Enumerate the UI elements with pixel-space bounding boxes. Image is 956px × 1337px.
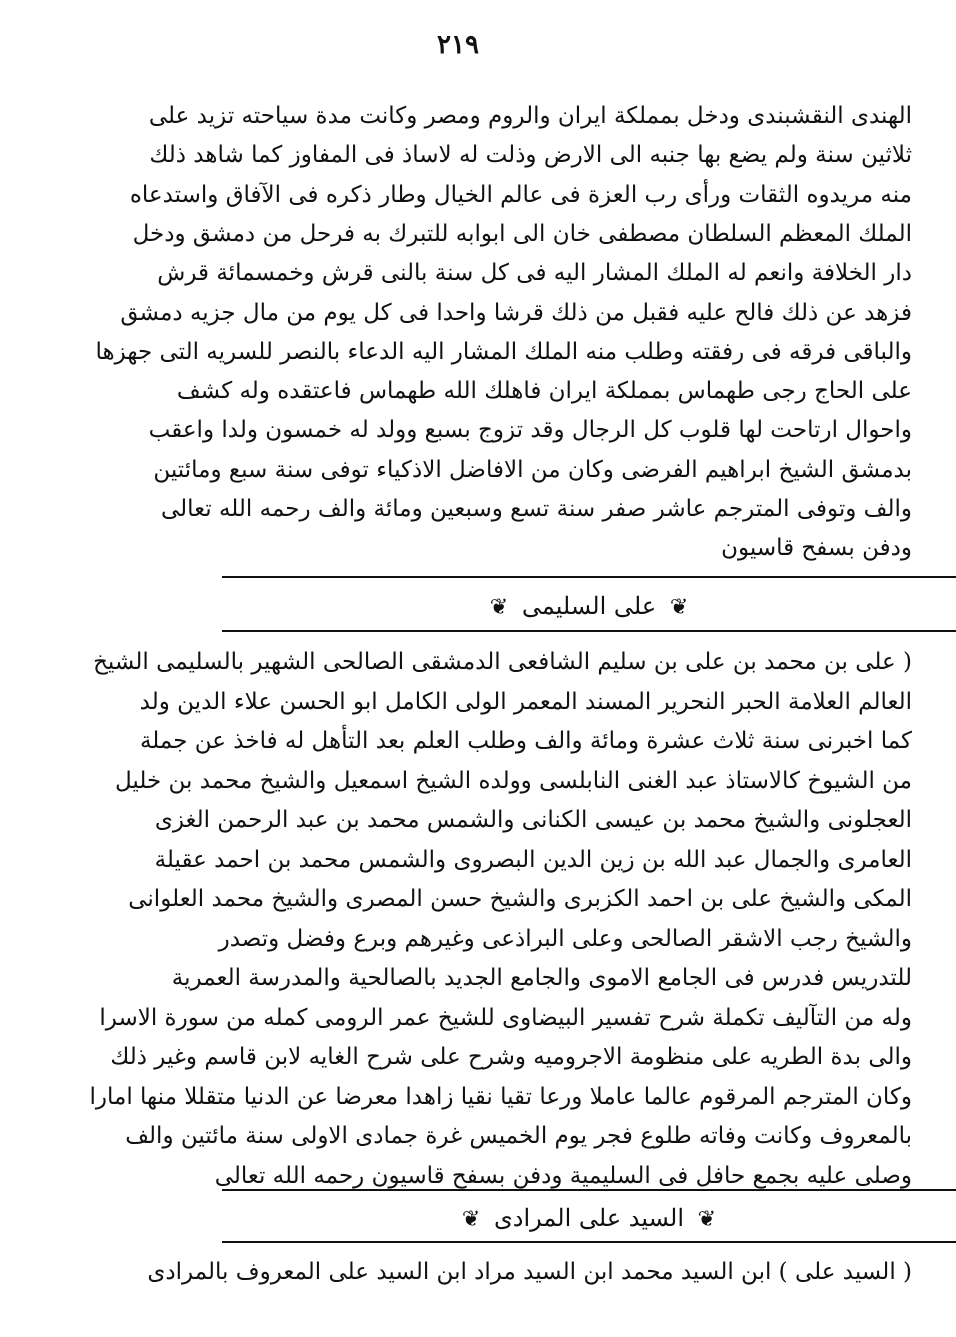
text-line: ( على بن محمد بن على بن سليم الشافعى الدمشقى الصالحى الشهير بالسليمى الشيخ <box>93 649 912 675</box>
text-line: العجلونى والشيخ محمد بن عيسى الكنانى والشمس محمد بن عبد الرحمن الغزى <box>154 807 912 833</box>
text-line: والى بدة الطريه على منظومة الاجروميه وشرح على شرح الغايه لابن قاسم وغير ذلك <box>110 1044 912 1070</box>
ornament-icon: ❦ <box>669 594 689 620</box>
text-line: وله من التآليف تكملة شرح تفسير البيضاوى للشيخ عمر الرومى كمله من سورة الاسرا <box>99 1004 912 1031</box>
text-line: بدمشق الشيخ ابراهيم الفرضى وكان من الافاضل الاذكياء توفى سنة سبع ومائتين <box>153 456 912 483</box>
text-line: ( السيد على ) ابن السيد محمد ابن السيد مراد ابن السيد على المعروف بالمرادى <box>147 1259 912 1285</box>
text-line: والف وتوفى المترجم عاشر صفر سنة تسع وسبعين ومائة والف رحمه الله تعالى <box>160 496 912 522</box>
text-line: والشيخ رجب الاشقر الصالحى وعلى البراذعى وغيرهم وبرع وفضل وتصدر <box>218 925 912 952</box>
text-line: ثلاثين سنة ولم يضع بها جنبه الى الارض وذلت له لاساذ فى المفاوز كما شاهد ذلك <box>149 142 912 169</box>
text-line: وكان المترجم المرقوم عالما عاملا ورعا تقيا نقيا زاهدا معرضا عن الدنيا متقللا منها امارا <box>89 1083 912 1110</box>
text-line: واحوال ارتاحت لها قلوب كل الرجال وقد تزوج بسبع وولد له خمسون ولدا واعقب <box>148 417 912 444</box>
text-line: دار الخلافة وانعم له الملك المشار اليه فى كل سنة بالنى قرش وخمسمائة قرش <box>157 260 912 287</box>
ornament-icon: ❦ <box>697 1206 717 1232</box>
text-line: المكى والشيخ على بن احمد الكزبرى والشيخ حسن المصرى والشيخ محمد العلوانى <box>128 886 912 912</box>
text-line: للتدريس فدرس فى الجامع الاموى والجامع الجديد بالصالحية والمدرسة العمرية <box>171 965 912 991</box>
text-line: ودفن بسفح قاسيون <box>721 535 912 562</box>
text-line: على الحاج رجى طهماس بمملكة ايران فاهلك الله طهماس فاعتقده وله كشف <box>176 378 912 405</box>
text-line: والباقى فرقه فى رفقته وطلب منه الملك المشار اليه الدعاء بالنصر للسريه التى جهزها <box>95 338 912 365</box>
section-title-text: على السليمى <box>521 592 657 620</box>
ornament-icon: ❦ <box>489 594 509 620</box>
text-line: العالم العلامة الحبر النحرير المسند المعمر الولى الكامل ابو الحسن علاء الدين ولد <box>139 688 912 715</box>
text-line: كما اخبرنى سنة ثلاث عشرة ومائة والف وطلب العلم بعد التأهل له فاخذ عن جملة <box>139 728 912 754</box>
text-line: بالمعروف وكانت وفاته طلوع فجر يوم الخميس غرة جمادى الاولى سنة مائتين والف <box>125 1123 912 1149</box>
text-line: وصلى عليه بجمع حافل فى السليمية ودفن بسفح قاسيون رحمه الله تعالى <box>214 1162 912 1189</box>
section-title-text: السيد على المرادى <box>494 1204 684 1232</box>
text-line: العامرى والجمال عبد الله بن زين الدين البصروى والشمس محمد بن احمد عقيلة <box>154 846 912 873</box>
text-line: منه مريدوه الثقات ورأى رب العزة فى عالم الخيال وطار ذكره فى الآفاق واستدعاه <box>129 181 912 208</box>
ornament-icon: ❦ <box>461 1206 481 1232</box>
text-line: من الشيوخ كالاستاذ عبد الغنى النابلسى وولده الشيخ اسمعيل والشيخ محمد بن خليل <box>115 767 912 794</box>
section-2-lines <box>89 0 912 1337</box>
text-line: الهندى النقشبندى ودخل بمملكة ايران والروم ومصر وكانت مدة سياحته تزيد على <box>148 103 912 129</box>
page-number: ٢١٩ <box>437 30 479 60</box>
text-line: فزهد عن ذلك فالح عليه فقبل من ذلك قرشا واحدا فى كل يوم من مال جزيه دمشق <box>120 299 912 326</box>
text-line: الملك المعظم السلطان مصطفى خان الى ابوابه للتبرك به فرحل من دمشق ودخل <box>132 220 912 247</box>
